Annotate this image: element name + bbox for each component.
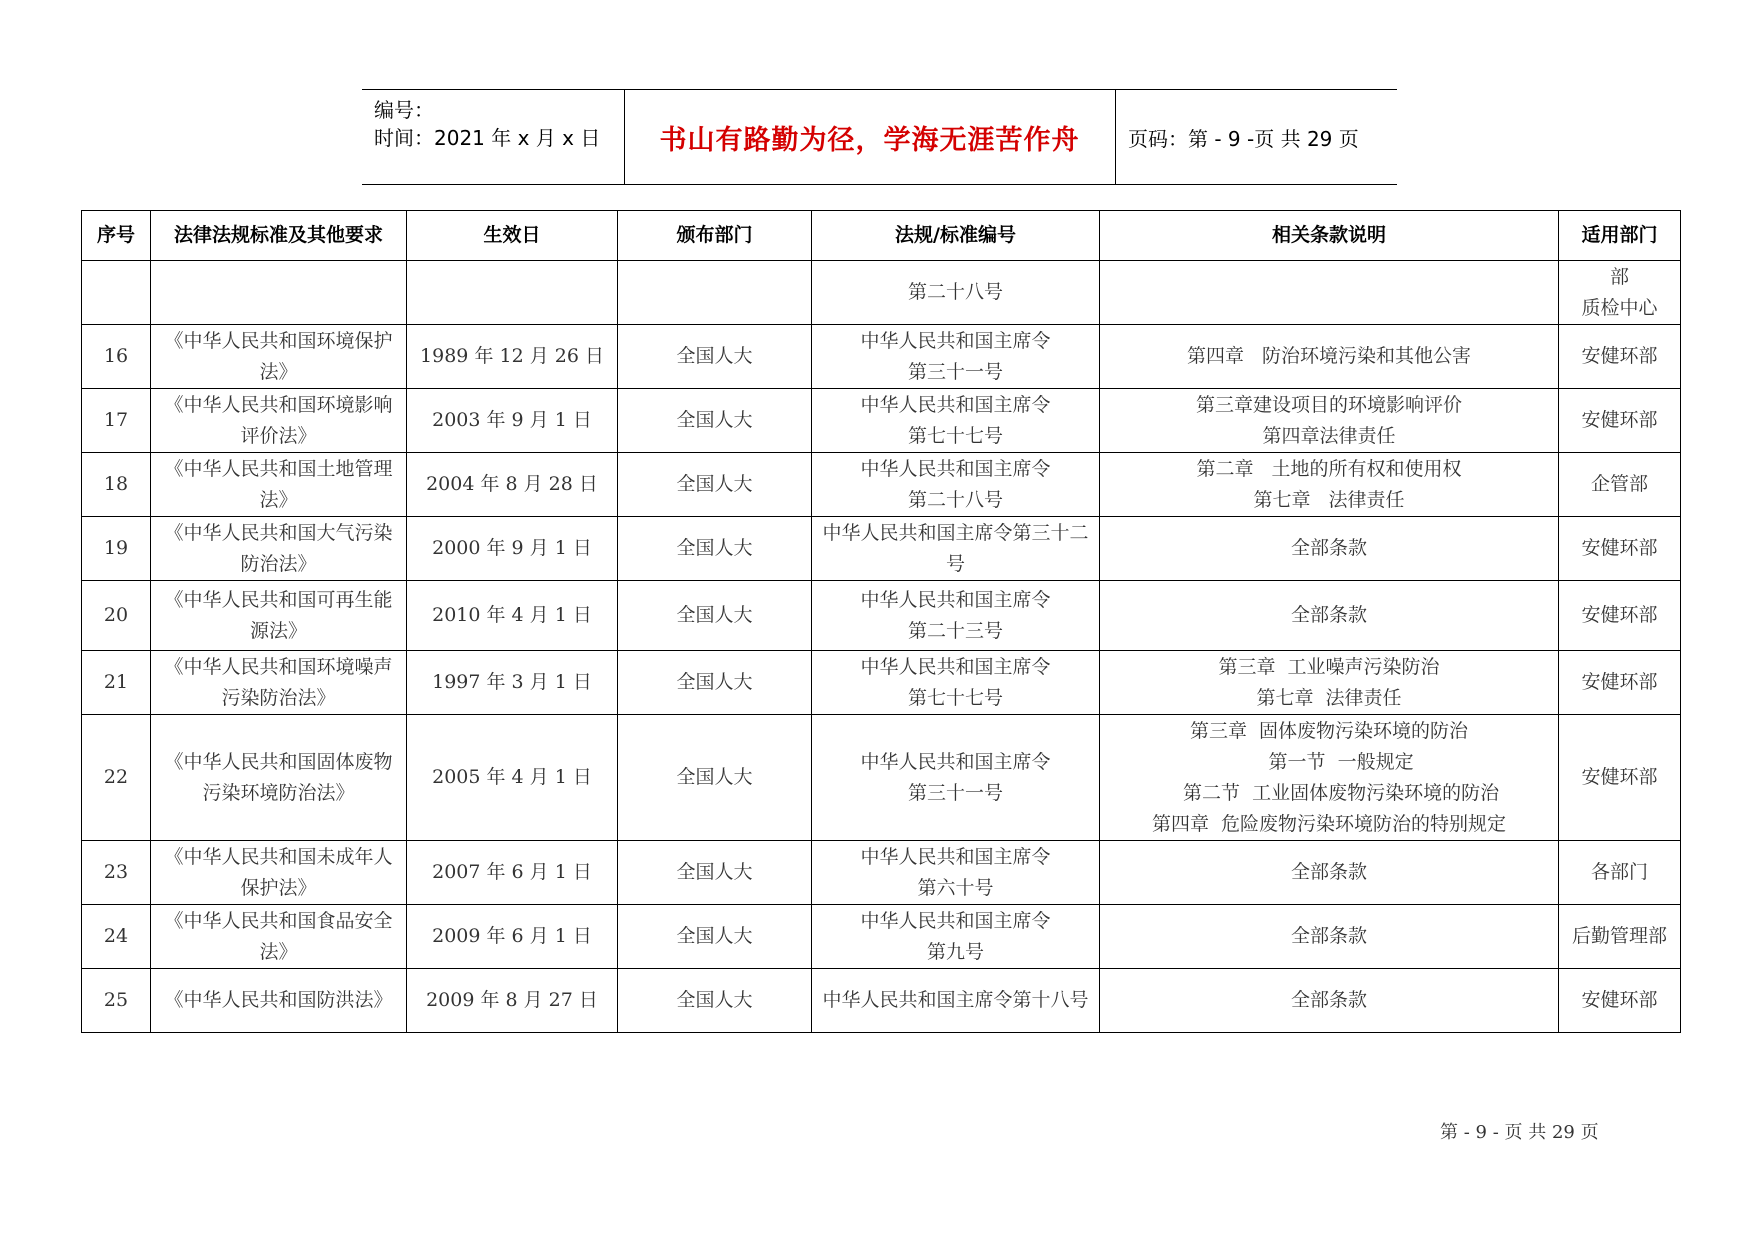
table-row	[82, 969, 1681, 1033]
col-header-code: 法规/标准编号	[812, 211, 1100, 261]
table-row	[82, 581, 1681, 651]
cell-dept: 全国人大	[618, 581, 812, 651]
table-row	[82, 841, 1681, 905]
cell-dept: 全国人大	[618, 389, 812, 453]
cell-law: 《中华人民共和国未成年人保护法》	[151, 841, 407, 905]
cell-seq	[82, 261, 151, 325]
cell-code: 中华人民共和国主席令 第三十一号	[812, 715, 1100, 841]
cell-dept: 全国人大	[618, 841, 812, 905]
cell-date: 1989 年 12 月 26 日	[407, 325, 618, 389]
table-header-row	[82, 211, 1681, 261]
cell-law: 《中华人民共和国环境保护法》	[151, 325, 407, 389]
cell-seq: 16	[82, 325, 151, 389]
cell-dept: 全国人大	[618, 325, 812, 389]
cell-seq: 17	[82, 389, 151, 453]
table-row	[82, 517, 1681, 581]
cell-clauses: 全部条款	[1100, 581, 1559, 651]
cell-date: 2007 年 6 月 1 日	[407, 841, 618, 905]
cell-code: 中华人民共和国主席令 第三十一号	[812, 325, 1100, 389]
table-row	[82, 389, 1681, 453]
col-header-law: 法律法规标准及其他要求	[151, 211, 407, 261]
cell-date: 2003 年 9 月 1 日	[407, 389, 618, 453]
cell-code: 中华人民共和国主席令第三十二号	[812, 517, 1100, 581]
cell-clauses: 全部条款	[1100, 905, 1559, 969]
time-label: 时间：2021 年 x 月 x 日	[374, 126, 601, 150]
cell-seq: 23	[82, 841, 151, 905]
page-footer: 第 - 9 - 页 共 29 页	[1440, 1122, 1599, 1143]
cell-applies: 安健环部	[1559, 517, 1681, 581]
cell-date: 2010 年 4 月 1 日	[407, 581, 618, 651]
cell-date: 1997 年 3 月 1 日	[407, 651, 618, 715]
cell-applies: 企管部	[1559, 453, 1681, 517]
col-header-applies: 适用部门	[1559, 211, 1681, 261]
cell-law	[151, 261, 407, 325]
cell-seq: 22	[82, 715, 151, 841]
cell-dept: 全国人大	[618, 905, 812, 969]
cell-law: 《中华人民共和国食品安全法》	[151, 905, 407, 969]
cell-dept: 全国人大	[618, 453, 812, 517]
cell-law: 《中华人民共和国环境噪声污染防治法》	[151, 651, 407, 715]
cell-seq: 19	[82, 517, 151, 581]
cell-law: 《中华人民共和国可再生能源法》	[151, 581, 407, 651]
table-row	[82, 651, 1681, 715]
cell-code: 中华人民共和国主席令第十八号	[812, 969, 1100, 1033]
cell-applies: 安健环部	[1559, 969, 1681, 1033]
col-header-seq: 序号	[82, 211, 151, 261]
cell-dept: 全国人大	[618, 651, 812, 715]
cell-seq: 18	[82, 453, 151, 517]
document-header	[362, 89, 1397, 185]
cell-dept: 全国人大	[618, 517, 812, 581]
cell-seq: 21	[82, 651, 151, 715]
cell-date: 2009 年 6 月 1 日	[407, 905, 618, 969]
header-meta	[362, 90, 625, 184]
cell-applies: 安健环部	[1559, 651, 1681, 715]
cell-date: 2004 年 8 月 28 日	[407, 453, 618, 517]
page-info: 页码：第 - 9 -页 共 29 页	[1128, 126, 1359, 151]
cell-clauses: 第三章 固体废物污染环境的防治 第一节 一般规定 第二节 工业固体废物污染环境的防治 第四章 危险废物污染环境防治的特别规定	[1100, 715, 1559, 841]
table-row	[82, 261, 1681, 325]
cell-clauses: 全部条款	[1100, 517, 1559, 581]
cell-applies: 后勤管理部	[1559, 905, 1681, 969]
cell-dept: 全国人大	[618, 969, 812, 1033]
cell-code: 中华人民共和国主席令 第六十号	[812, 841, 1100, 905]
table-row	[82, 325, 1681, 389]
table-row	[82, 453, 1681, 517]
cell-seq: 24	[82, 905, 151, 969]
cell-dept	[618, 261, 812, 325]
cell-code: 中华人民共和国主席令 第七十七号	[812, 651, 1100, 715]
cell-clauses	[1100, 261, 1559, 325]
col-header-date: 生效日	[407, 211, 618, 261]
cell-code: 中华人民共和国主席令 第二十八号	[812, 453, 1100, 517]
cell-clauses: 第三章 工业噪声污染防治 第七章 法律责任	[1100, 651, 1559, 715]
cell-clauses: 全部条款	[1100, 969, 1559, 1033]
cell-law: 《中华人民共和国环境影响评价法》	[151, 389, 407, 453]
cell-seq: 20	[82, 581, 151, 651]
col-header-dept: 颁布部门	[618, 211, 812, 261]
regulations-table	[81, 210, 1681, 1033]
cell-law: 《中华人民共和国土地管理法》	[151, 453, 407, 517]
cell-date	[407, 261, 618, 325]
cell-date: 2009 年 8 月 27 日	[407, 969, 618, 1033]
table-row	[82, 715, 1681, 841]
table-row	[82, 905, 1681, 969]
header-page-cell	[1116, 90, 1397, 184]
cell-code: 中华人民共和国主席令 第七十七号	[812, 389, 1100, 453]
cell-applies: 安健环部	[1559, 325, 1681, 389]
cell-law: 《中华人民共和国防洪法》	[151, 969, 407, 1033]
cell-applies: 安健环部	[1559, 581, 1681, 651]
cell-dept: 全国人大	[618, 715, 812, 841]
header-motto-cell	[624, 90, 1116, 184]
col-header-clauses: 相关条款说明	[1100, 211, 1559, 261]
cell-applies: 部 质检中心	[1559, 261, 1681, 325]
cell-date: 2000 年 9 月 1 日	[407, 517, 618, 581]
cell-clauses: 第四章 防治环境污染和其他公害	[1100, 325, 1559, 389]
cell-law: 《中华人民共和国大气污染防治法》	[151, 517, 407, 581]
cell-code: 中华人民共和国主席令 第九号	[812, 905, 1100, 969]
cell-applies: 各部门	[1559, 841, 1681, 905]
cell-law: 《中华人民共和国固体废物污染环境防治法》	[151, 715, 407, 841]
cell-date: 2005 年 4 月 1 日	[407, 715, 618, 841]
cell-applies: 安健环部	[1559, 389, 1681, 453]
cell-clauses: 全部条款	[1100, 841, 1559, 905]
cell-clauses: 第三章建设项目的环境影响评价 第四章法律责任	[1100, 389, 1559, 453]
cell-clauses: 第二章 土地的所有权和使用权 第七章 法律责任	[1100, 453, 1559, 517]
motto: 书山有路勤为径，学海无涯苦作舟	[659, 124, 1080, 156]
cell-code: 中华人民共和国主席令 第二十三号	[812, 581, 1100, 651]
cell-applies: 安健环部	[1559, 715, 1681, 841]
number-label: 编号：	[374, 98, 434, 122]
cell-seq: 25	[82, 969, 151, 1033]
cell-code: 第二十八号	[812, 261, 1100, 325]
